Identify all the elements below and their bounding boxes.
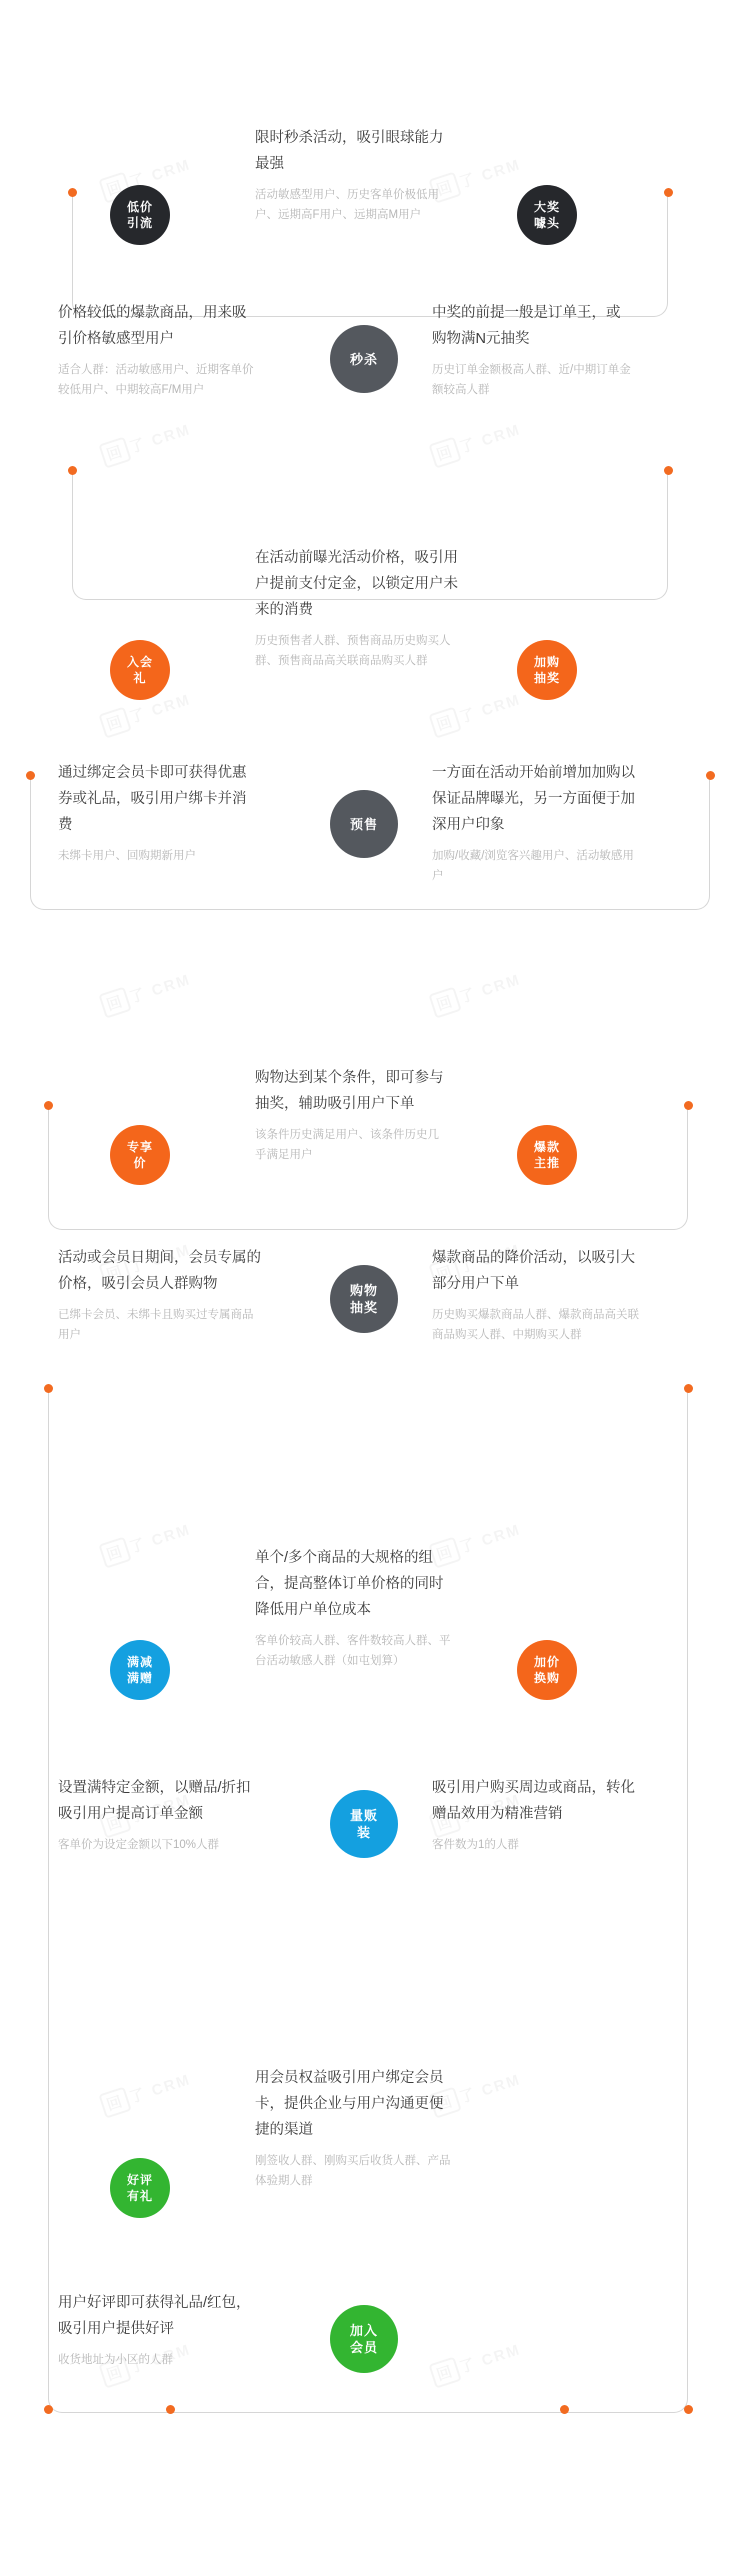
text-hot-item-lead: 爆款商品的降价活动，以吸引大部分用户下单 (432, 1250, 635, 1292)
text-hot-item (432, 1245, 642, 1345)
connector-dot (664, 188, 673, 197)
node-exclusive-price-label: 专享 价 (126, 1140, 153, 1170)
node-presale[interactable] (330, 790, 398, 858)
node-add-cart-lottery-label: 加购 抽奖 (533, 655, 560, 685)
text-presale-top (255, 545, 460, 671)
text-presale-top-lead: 在活动前曝光活动价格，吸引用户提前支付定金，以锁定用户未来的消费 (255, 550, 458, 618)
connector-dot (44, 1101, 53, 1110)
node-low-price[interactable] (110, 185, 170, 245)
text-grand-prize-sub: 历史订单金额极高人群、近/中期订单金额较高人群 (432, 364, 631, 396)
text-lottery-top (255, 1065, 450, 1165)
node-full-reduction-gift[interactable] (110, 1640, 170, 1700)
connector-dot (684, 2405, 693, 2414)
text-hot-item-sub: 历史购买爆款商品人群、爆款商品高关联商品购买人群、中期购买人群 (432, 1309, 639, 1341)
text-member-gift-sub: 未绑卡用户、回购期新用户 (58, 850, 196, 862)
node-bulk-pack-label: 量贩 装 (349, 1808, 378, 1840)
text-full-reduction-lead: 设置满特定金额，以赠品/折扣吸引用户提高订单金额 (58, 1780, 251, 1822)
node-join-member[interactable] (330, 2305, 398, 2373)
text-review-reward (58, 2290, 263, 2370)
text-member-top-lead: 用会员权益吸引用户绑定会员卡，提供企业与用户沟通更便捷的渠道 (255, 2070, 444, 2138)
text-member-top-sub: 刚签收人群、刚购买后收货人群、产品体验期人群 (255, 2155, 451, 2187)
text-price-upgrade (432, 1775, 642, 1855)
text-bulk-top (255, 1545, 455, 1671)
text-exclusive-price (58, 1245, 263, 1345)
text-low-price-lead: 价格较低的爆款商品，用来吸引价格敏感型用户 (58, 305, 247, 347)
text-review-reward-lead: 用户好评即可获得礼品/红包，吸引用户提供好评 (58, 2295, 251, 2337)
node-join-member-label: 加入 会员 (349, 2323, 378, 2355)
text-seckill-top (255, 125, 445, 225)
text-seckill-top-lead: 限时秒杀活动，吸引眼球能力最强 (255, 130, 444, 172)
text-member-gift-lead: 通过绑定会员卡即可获得优惠券或礼品，吸引用户绑卡并消费 (58, 765, 247, 833)
node-shopping-lottery[interactable] (330, 1265, 398, 1333)
text-price-upgrade-lead: 吸引用户购买周边或商品，转化赠品效用为精准营销 (432, 1780, 635, 1822)
connector-dot (68, 188, 77, 197)
connector-dot (44, 1384, 53, 1393)
node-shopping-lottery-label: 购物 抽奖 (349, 1283, 378, 1315)
connector-dot (706, 771, 715, 780)
connector-dot (560, 2405, 569, 2414)
node-review-reward-label: 好评 有礼 (126, 2173, 153, 2203)
text-lottery-top-sub: 该条件历史满足用户、该条件历史几乎满足用户 (255, 1129, 439, 1161)
text-exclusive-price-sub: 已绑卡会员、未绑卡且购买过专属商品用户 (58, 1309, 254, 1341)
text-seckill-top-sub: 活动敏感型用户、历史客单价极低用户、远期高F用户、远期高M用户 (255, 189, 439, 221)
connector-dot (664, 466, 673, 475)
connector-dot (68, 466, 77, 475)
node-grand-prize-label: 大奖 噱头 (533, 200, 560, 230)
node-review-reward[interactable] (110, 2158, 170, 2218)
text-bulk-top-lead: 单个/多个商品的大规格的组合，提高整体订单价格的同时降低用户单位成本 (255, 1550, 444, 1618)
node-presale-label: 预售 (349, 816, 378, 832)
watermark (428, 966, 524, 1018)
node-seckill[interactable] (330, 325, 398, 393)
node-price-upgrade[interactable] (517, 1640, 577, 1700)
text-add-cart-lead: 一方面在活动开始前增加加购以保证品牌曝光，另一方面便于加深用户印象 (432, 765, 635, 833)
node-low-price-label: 低价 引流 (126, 200, 153, 230)
text-grand-prize (432, 300, 632, 400)
connector-dot (166, 2405, 175, 2414)
text-full-reduction-sub: 客单价为设定金额以下10%人群 (58, 1839, 220, 1851)
connector-dot (684, 1384, 693, 1393)
node-bulk-pack[interactable] (330, 1790, 398, 1858)
watermark (98, 416, 194, 468)
node-hot-item[interactable] (517, 1125, 577, 1185)
text-member-gift (58, 760, 258, 866)
watermark (428, 686, 524, 738)
connector-dot (26, 771, 35, 780)
text-grand-prize-lead: 中奖的前提一般是订单王，或购物满N元抽奖 (432, 305, 621, 347)
watermark (98, 966, 194, 1018)
text-low-price (58, 300, 258, 400)
node-price-upgrade-label: 加价 换购 (533, 1655, 560, 1685)
text-member-top (255, 2065, 455, 2191)
node-seckill-label: 秒杀 (349, 351, 378, 367)
node-full-reduction-gift-label: 满减 满赠 (126, 1655, 153, 1685)
text-full-reduction (58, 1775, 263, 1855)
node-grand-prize[interactable] (517, 185, 577, 245)
connector-dot (684, 1101, 693, 1110)
text-bulk-top-sub: 客单价较高人群、客件数较高人群、平台活动敏感人群（如屯划算） (255, 1635, 451, 1667)
text-low-price-sub: 适合人群：活动敏感用户、近期客单价较低用户、中期较高F/M用户 (58, 364, 254, 396)
node-member-gift-label: 入会 礼 (126, 655, 153, 685)
watermark (428, 416, 524, 468)
text-price-upgrade-sub: 客件数为1的人群 (432, 1839, 519, 1851)
node-member-gift[interactable] (110, 640, 170, 700)
connector-dot (44, 2405, 53, 2414)
node-add-cart-lottery[interactable] (517, 640, 577, 700)
text-add-cart (432, 760, 642, 886)
node-exclusive-price[interactable] (110, 1125, 170, 1185)
node-hot-item-label: 爆款 主推 (533, 1140, 560, 1170)
text-add-cart-sub: 加购/收藏/浏览客兴趣用户、活动敏感用户 (432, 850, 634, 882)
text-presale-top-sub: 历史预售者人群、预售商品历史购买人群、预售商品高关联商品购买人群 (255, 635, 451, 667)
text-review-reward-sub: 收货地址为小区的人群 (58, 2354, 173, 2366)
text-exclusive-price-lead: 活动或会员日期间，会员专属的价格，吸引会员人群购物 (58, 1250, 261, 1292)
text-lottery-top-lead: 购物达到某个条件，即可参与抽奖，辅助吸引用户下单 (255, 1070, 444, 1112)
